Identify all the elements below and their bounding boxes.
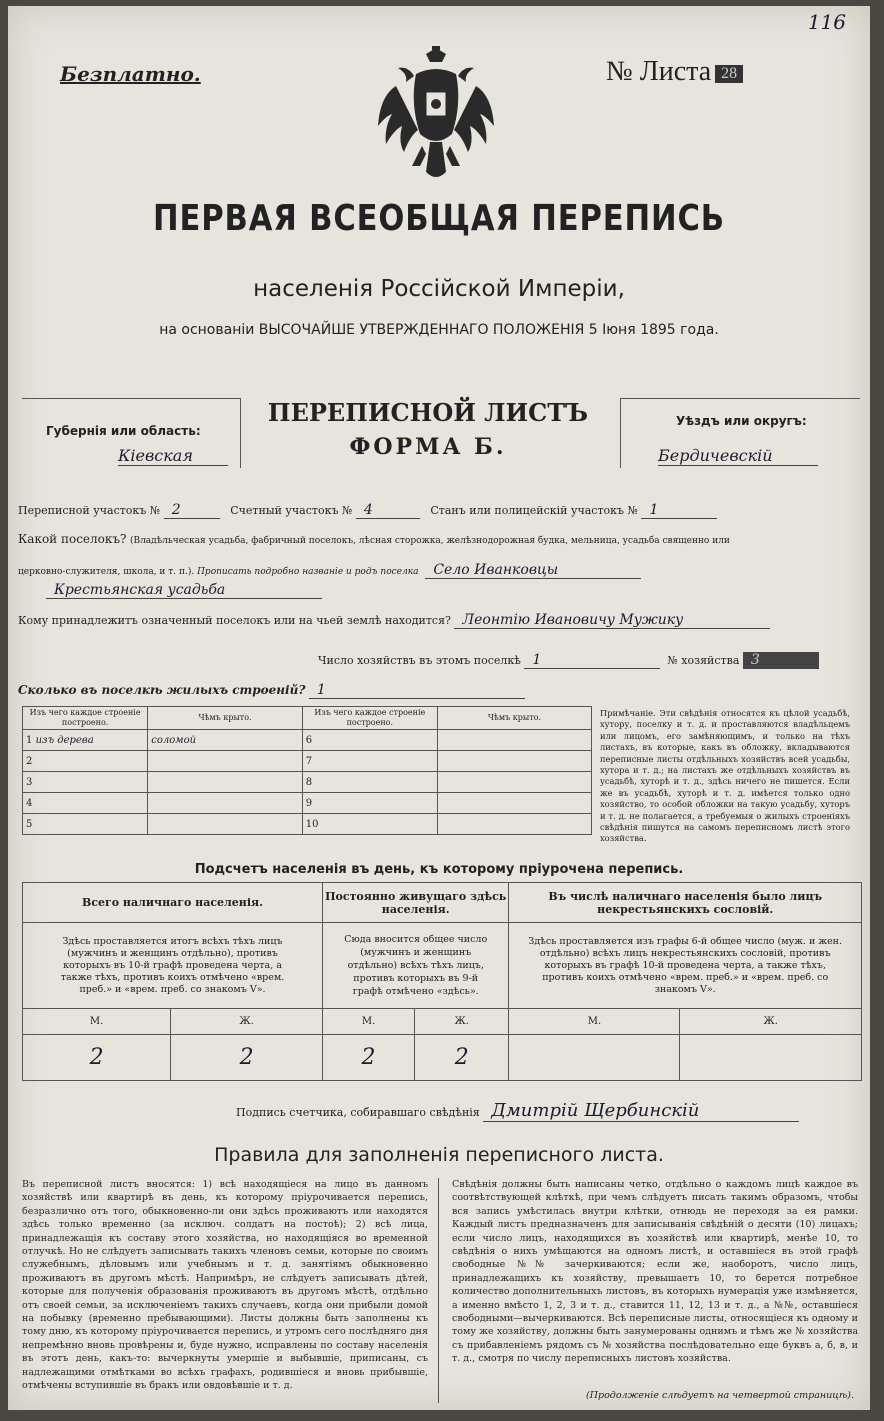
table-cell (437, 814, 591, 835)
roof-value: соломой (151, 734, 197, 746)
note-text: Примѣчаніе. Эти свѣдѣнія относятся къ цѣлой усадьбѣ, хутору, поселку и т. д. и проставляются владѣльцемъ или лицомъ, его замѣняющимъ, и только на тѣхъ листахъ, въ которые, какъ въ обложку, вкладываются переписные листы отдѣльныхъ хозяйствъ всей усадьбы, хутора и т. д.; на листахъ же отдѣльныхъ хозяйствъ въ усадьбѣ, хуторѣ и т. д., здѣсь ничего не пишется. Если же въ усадьбѣ, хуторѣ и т. д. имѣется только одно хозяйство, то особой обложки на такую усадьбу, хуторъ и т. д. не полагается, а требуемыя о жилыхъ строеніяхъ свѣдѣнія пишутся на самомъ переписномъ листѣ этого хозяйства. (600, 708, 850, 844)
row-number: 1 (26, 734, 33, 746)
population-count-table (22, 882, 862, 1081)
sheet-number (606, 56, 743, 88)
household-no-label: № хозяйства (667, 654, 740, 667)
table-cell (437, 772, 591, 793)
col-header-built: Изъ чего каждое строеніе построено. (302, 707, 437, 730)
signature-row (236, 1100, 799, 1122)
free-label: Безплатно. (60, 62, 201, 86)
row-number: 6 (305, 734, 313, 746)
table-cell (23, 751, 148, 772)
nonpeasant-male-value (509, 1035, 680, 1081)
owner-row (18, 612, 770, 629)
table-cell (437, 751, 591, 772)
camp-value: 1 (641, 502, 717, 519)
table-cell (302, 730, 437, 751)
divider (22, 398, 240, 399)
row-number: 5 (26, 818, 33, 830)
table-row (23, 814, 592, 835)
col2-title: Постоянно живущаго здѣсь населенія. (323, 883, 509, 923)
camp-label: Станъ или полицейскій участокъ № (430, 504, 638, 517)
divider (240, 398, 241, 468)
table-cell (148, 730, 303, 751)
district-value: Бердичевскій (658, 446, 818, 466)
page-number-handwritten: 116 (807, 10, 846, 34)
buildings-label: Сколько въ поселкѣ жилыхъ строеній? (18, 683, 306, 697)
settlement-value-2: Крестьянская усадьба (46, 582, 322, 599)
divider (438, 1178, 439, 1403)
rules-right-column: Свѣдѣнія должны быть написаны четко, отдѣльно о каждомъ лицѣ каждое въ соотвѣтствующей клѣткѣ, при чемъ слѣдуетъ писать такимъ образомъ, чтобы вся запись умѣстилась внутри клѣтки, отнюдь не переходя за ея рамки. Каждый листъ предназначенъ для записыванія свѣдѣній о десяти (10) лицахъ; если число лицъ, находящихся въ хозяйствѣ или квартирѣ, менѣе 10, то свѣдѣнія о нихъ умѣщаются на одномъ листѣ, и оставшіеся въ этой графѣ свободные №№ зачеркиваются; если же, наоборотъ, число лицъ, принадлежащихъ къ хозяйству, превышаетъ 10, то берется потребное количество дополнительныхъ листовъ, въ которыхъ нумерація уже измѣняется, а именно вмѣсто 1, 2, 3 и т. д., ставится 11, 12, 13 и т. д., а №№, оставшіеся свободными—вычеркиваются. Всѣ переписные листы, относящіеся къ одному и тому же хозяйству, должны быть занумерованы однимъ и тѣмъ же № хозяйства съ прибавленіемъ рядомъ съ № хозяйства послѣдовательно еще буквъ а, б, в, и т. д., смотря по числу переписныхъ листовъ хозяйства. (452, 1179, 858, 1365)
row-number: 9 (305, 797, 313, 809)
settlement-value: Село Иванковцы (425, 562, 641, 579)
count-section-label: Счетный участокъ № (230, 504, 353, 517)
households-row (318, 652, 819, 669)
double-headed-eagle-emblem (376, 46, 496, 196)
col-header-built: Изъ чего каждое строеніе построено. (23, 707, 148, 730)
buildings-value: 1 (309, 682, 525, 699)
table-row (23, 751, 592, 772)
rules-continued: (Продолженіе слѣдуетъ на четвертой страницѣ). (586, 1390, 854, 1401)
col3-title: Въ числѣ наличнаго населенія было лицъ некрестьянскихъ сословій. (509, 883, 862, 923)
male-label: М. (23, 1009, 171, 1035)
table-cell (437, 730, 591, 751)
table-row (23, 730, 592, 751)
signature-label: Подпись счетчика, собиравшаго свѣдѣнія (236, 1106, 480, 1119)
census-form-page (8, 6, 870, 1410)
owner-value: Леонтію Ивановичу Мужику (454, 612, 770, 629)
legal-basis: на основаніи ВЫСОЧАЙШЕ УТВЕРЖДЕННАГО ПОЛОЖЕНІЯ 5 Іюня 1895 года. (159, 322, 719, 338)
table-cell (302, 793, 437, 814)
table-cell (148, 793, 303, 814)
table-cell (302, 751, 437, 772)
province-label: Губернія или область: (46, 424, 201, 438)
permanent-female-value: 2 (415, 1035, 509, 1081)
row-number: 8 (305, 776, 313, 788)
form-type: ФОРМА Б. (349, 434, 507, 460)
table-row (23, 772, 592, 793)
households-label: Число хозяйствъ въ этомъ поселкѣ (318, 654, 521, 667)
census-section-value: 2 (164, 502, 220, 519)
male-label: М. (323, 1009, 415, 1035)
table-cell (302, 814, 437, 835)
row-number: 2 (26, 755, 33, 767)
sheet-number-value: 28 (715, 65, 743, 83)
row-number: 4 (26, 797, 33, 809)
settlement-hint-3: Прописать подробно названіе и родъ поселка (197, 567, 419, 577)
table-cell (23, 772, 148, 793)
table-cell (437, 793, 591, 814)
table-cell (302, 772, 437, 793)
count-section-value: 4 (356, 502, 420, 519)
built-value: изъ дерева (35, 734, 94, 746)
household-no-value: 3 (743, 652, 819, 669)
divider (620, 398, 621, 468)
table-cell (23, 814, 148, 835)
female-label: Ж. (171, 1009, 323, 1035)
signature-value: Дмитрій Щербинскій (483, 1100, 799, 1122)
sheet-number-label: № Листа (606, 56, 712, 87)
col3-desc: Здѣсь проставляется изъ графы 6-й общее число (муж. и жен. отдѣльно) всѣхъ лицъ некрестьянскихъ сословій, противъ которыхъ въ графѣ 10-й проведена черта, а также тѣхъ, противъ коихъ отмѣчено «врем. преб.» и «врем. преб. со знакомъ V». (509, 923, 862, 1009)
present-female-value: 2 (171, 1035, 323, 1081)
row-number: 3 (26, 776, 33, 788)
buildings-row (18, 682, 525, 699)
divider (620, 398, 860, 399)
female-label: Ж. (680, 1009, 862, 1035)
present-male-value: 2 (23, 1035, 171, 1081)
settlement-question: Какой поселокъ? (18, 532, 127, 546)
form-title: ПЕРЕПИСНОЙ ЛИСТЪ (267, 398, 589, 427)
subtitle: населенія Россійской Имперіи, (253, 276, 625, 302)
col1-desc: Здѣсь проставляется итогъ всѣхъ тѣхъ лицъ (мужчинъ и женщинъ отдѣльно), противъ которыхъ въ 10-й графѣ проведена черта, а также тѣхъ, противъ коихъ отмѣчено «врем. преб.» и «врем. преб. со знакомъ V». (23, 923, 323, 1009)
settlement-row (18, 532, 730, 547)
table-cell (148, 814, 303, 835)
owner-label: Кому принадлежитъ означенный поселокъ или на чьей землѣ находится? (18, 614, 451, 627)
main-title: ПЕРВАЯ ВСЕОБЩАЯ ПЕРЕПИСЬ (153, 198, 725, 239)
male-label: М. (509, 1009, 680, 1035)
permanent-male-value: 2 (323, 1035, 415, 1081)
female-label: Ж. (415, 1009, 509, 1035)
table-row (23, 793, 592, 814)
settlement-hint-2: церковно-служителя, школа, и т. п.). (18, 567, 195, 577)
district-label: Уѣздъ или округъ: (676, 414, 807, 428)
table-cell (23, 730, 148, 751)
col1-title: Всего наличнаго населенія. (23, 883, 323, 923)
col-header-roof: Чѣмъ крыто. (148, 707, 303, 730)
count-heading: Подсчетъ населенія въ день, къ которому пріурочена перепись. (194, 862, 684, 877)
nonpeasant-female-value (680, 1035, 862, 1081)
row-number: 7 (305, 755, 313, 767)
col-header-roof: Чѣмъ крыто. (437, 707, 591, 730)
table-cell (148, 772, 303, 793)
province-value: Кіевская (118, 446, 228, 466)
rules-left-column: Въ переписной листъ вносятся: 1) всѣ находящіеся на лицо въ данномъ хозяйствѣ или квартирѣ въ день, къ которому пріурочивается перепись, безразлично отъ того, обыкновенно-ли они здѣсь проживаютъ или находятся здѣсь только временно (за исключ. солдатъ на постоѣ); 2) всѣ лица, принадлежащія къ составу этого хозяйства, но находящіяся во временной отлучкѣ. Но не слѣдуетъ записывать такихъ членовъ семьи, которые по своимъ служебнымъ, дѣловымъ или учебнымъ и т. д. занятіямъ обыкновенно проживаютъ въ другомъ мѣстѣ. Напримѣръ, не слѣдуетъ записывать дѣтей, которые для полученія образованія проживаютъ въ другомъ мѣстѣ, отдѣльно отъ своей семьи, за исключеніемъ такихъ случаевъ, когда они прибыли домой на побывку (временно пребывающими). Листы должны быть заполнены къ тому дню, къ которому пріурочивается перепись, и утромъ сего послѣдняго дня непремѣнно вновь провѣрены и, буде нужно, исправлены по составу населенія въ этотъ день, какъ-то: вычеркнуты умершіе и выбывшіе, приписаны, съ надлежащими отмѣтками во всѣхъ графахъ, родившіеся и вновь прибывшіе, отмѣчены вступившіе въ бракъ или овдовѣвшіе и т. д. (22, 1179, 428, 1392)
settlement-hint: (Владѣльческая усадьба, фабричный поселокъ, лѣсная сторожка, желѣзнодорожная будка, мельница, усадьба священно или (129, 536, 730, 546)
col2-desc: Сюда вносится общее число (мужчинъ и женщинъ отдѣльно) всѣхъ тѣхъ лицъ, противъ которыхъ въ 9-й графѣ отмѣчено «здѣсь». (323, 923, 509, 1009)
census-section-row (18, 502, 717, 519)
table-cell (23, 793, 148, 814)
settlement-row-2 (18, 562, 641, 579)
settlement-row-3 (46, 582, 322, 599)
households-value: 1 (524, 652, 660, 669)
rules-title: Правила для заполненія переписного листа. (214, 1144, 664, 1166)
buildings-table (22, 706, 592, 835)
census-section-label: Переписной участокъ № (18, 504, 161, 517)
table-cell (148, 751, 303, 772)
row-number: 10 (305, 818, 319, 830)
